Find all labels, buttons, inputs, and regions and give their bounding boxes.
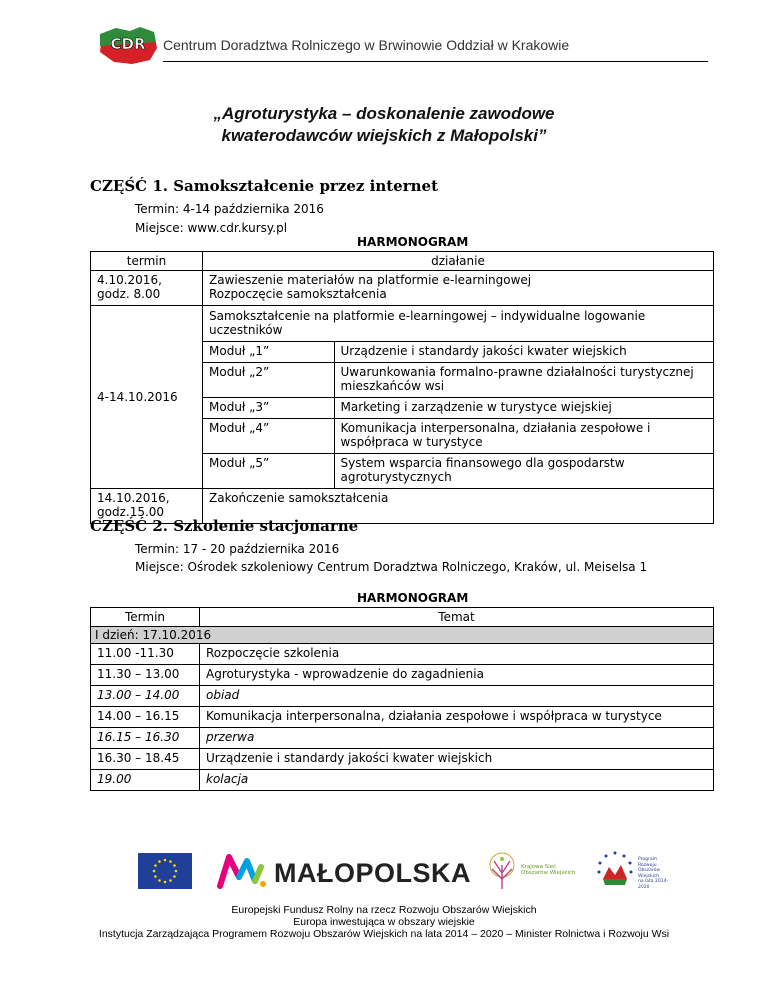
table-header-row: [91, 608, 714, 627]
ksow-line-1: Krajowa Sieć: [521, 864, 557, 870]
module-name: Moduł „1”: [203, 342, 334, 363]
table-row: [91, 665, 714, 686]
module-name: Moduł „4”: [203, 419, 334, 454]
prow-logo-icon: [595, 849, 635, 889]
module-topic: Urządzenie i standardy jakości kwater wiejskich: [334, 342, 713, 363]
part2-date: Termin: 17 - 20 października 2016: [135, 542, 340, 556]
row3-term-line-b: godz.15.00: [97, 505, 165, 519]
module-topic: System wsparcia finansowego dla gospodarstw agroturystycznych: [334, 454, 713, 489]
module-row: [203, 363, 713, 398]
row1-action-line-a: Zawieszenie materiałów na platformie e-learningowej: [209, 273, 532, 287]
row2-term: 4-14.10.2016: [91, 306, 203, 489]
col-term-header: Termin: [91, 608, 200, 627]
prow-line-3: Obszarów: [638, 868, 661, 873]
session-topic: Agroturystyka - wprowadzenie do zagadnienia: [200, 665, 714, 686]
day-label: I dzień: 17.10.2016: [91, 627, 714, 644]
module-name: Moduł „2”: [203, 363, 334, 398]
footer-line-2: Europa inwestująca w obszary wiejskie: [293, 916, 475, 928]
table-header-row: [91, 252, 714, 271]
ksow-name: [521, 864, 577, 876]
session-time: 16.15 – 16.30: [91, 728, 200, 749]
row2-modules-cell: [203, 306, 714, 489]
part2-schedule-table: [90, 607, 714, 791]
session-time: 16.30 – 18.45: [91, 749, 200, 770]
session-time: 14.00 – 16.15: [91, 707, 200, 728]
prow-line-2: Rozwoju: [638, 862, 657, 868]
row2-intro: Samokształcenie na platformie e-learningowej – indywidualne logowanie uczestników: [209, 309, 646, 337]
title-line-1: „Agroturystyka – doskonalenie zawodowe: [213, 104, 555, 123]
row1-action: [203, 271, 714, 306]
module-row: [203, 342, 713, 363]
table-row: [91, 770, 714, 791]
session-topic: przerwa: [200, 728, 714, 749]
prow-line-4: Wiejskich: [638, 873, 660, 879]
malopolska-wordmark: MAŁOPOLSKA: [274, 858, 471, 888]
module-row: [203, 454, 713, 489]
col-action-header: działanie: [203, 252, 714, 271]
row3-action: Zakończenie samokształcenia: [203, 489, 714, 524]
col-topic-header: Temat: [200, 608, 714, 627]
document-title: [90, 103, 678, 147]
organization-name: Centrum Doradztwa Rolniczego w Brwinowie Oddział w Krakowie: [163, 37, 570, 53]
footer-text: [40, 904, 728, 940]
footer-line-3: Instytucja Zarządzająca Programem Rozwoju Obszarów Wiejskich na lata 2014 – 2020 – Minister Rolnictwa i Rozwoju Wsi: [98, 928, 670, 940]
module-row: [203, 398, 713, 419]
part1-date: Termin: 4-14 października 2016: [135, 202, 324, 216]
table-row: [91, 707, 714, 728]
ksow-line-2: Obszarów Wiejskich: [521, 870, 576, 876]
module-name: Moduł „5”: [203, 454, 334, 489]
session-topic: Rozpoczęcie szkolenia: [200, 644, 714, 665]
module-name: Moduł „3”: [203, 398, 334, 419]
session-topic: obiad: [200, 686, 714, 707]
table-row: [91, 644, 714, 665]
row1-action-line-b: Rozpoczęcie samokształcenia: [209, 287, 387, 301]
day-row: [91, 627, 714, 644]
prow-name: [638, 857, 678, 890]
module-topic: Marketing i zarządzenie w turystyce wiejskiej: [334, 398, 713, 419]
header-rule: [163, 61, 708, 62]
session-time: 11.30 – 13.00: [91, 665, 200, 686]
row1-term-line-a: 4.10.2016,: [97, 273, 162, 287]
row1-term-line-b: godz. 8.00: [97, 287, 161, 301]
session-time: 19.00: [91, 770, 200, 791]
part2-place: Miejsce: Ośrodek szkoleniowy Centrum Doradztwa Rolniczego, Kraków, ul. Meiselsa 1: [135, 560, 648, 574]
session-topic: Komunikacja interpersonalna, działania zespołowe i współpraca w turystyce: [200, 707, 714, 728]
eu-flag-icon: [138, 853, 192, 889]
table-row: [91, 749, 714, 770]
module-row: [203, 419, 713, 454]
session-time: 11.00 -11.30: [91, 644, 200, 665]
session-topic: Urządzenie i standardy jakości kwater wiejskich: [200, 749, 714, 770]
module-topic: Komunikacja interpersonalna, działania zespołowe i współpraca w turystyce: [334, 419, 713, 454]
table-row: [91, 271, 714, 306]
part1-schedule-table: [90, 251, 714, 524]
part1-schedule-label: HARMONOGRAM: [357, 235, 469, 249]
table-row: [91, 686, 714, 707]
footer-line-1: Europejski Fundusz Rolny na rzecz Rozwoju Obszarów Wiejskich: [231, 904, 537, 916]
module-topic: Uwarunkowania formalno-prawne działalności turystycznej mieszkańców wsi: [334, 363, 713, 398]
row3-term-line-a: 14.10.2016,: [97, 491, 170, 505]
prow-line-5: na lata 2014-2020: [638, 879, 669, 890]
session-time: 13.00 – 14.00: [91, 686, 200, 707]
cdr-logo: [96, 26, 160, 66]
prow-line-1: Program: [638, 857, 657, 862]
row1-term: [91, 271, 203, 306]
col-term-header: termin: [91, 252, 203, 271]
modules-table: [203, 341, 713, 488]
malopolska-logo-icon: [217, 853, 267, 889]
part1-place: Miejsce: www.cdr.kursy.pl: [135, 221, 288, 235]
session-topic: kolacja: [200, 770, 714, 791]
table-row: [91, 306, 714, 489]
logo-text: CDR: [110, 35, 146, 53]
part2-heading: CZĘŚĆ 2. Szkolenie stacjonarne: [90, 517, 359, 535]
title-line-2: kwaterodawców wiejskich z Małopolski”: [221, 126, 547, 145]
part1-heading: CZĘŚĆ 1. Samokształcenie przez internet: [90, 177, 438, 195]
part2-schedule-label: HARMONOGRAM: [357, 591, 469, 605]
table-row: [91, 728, 714, 749]
